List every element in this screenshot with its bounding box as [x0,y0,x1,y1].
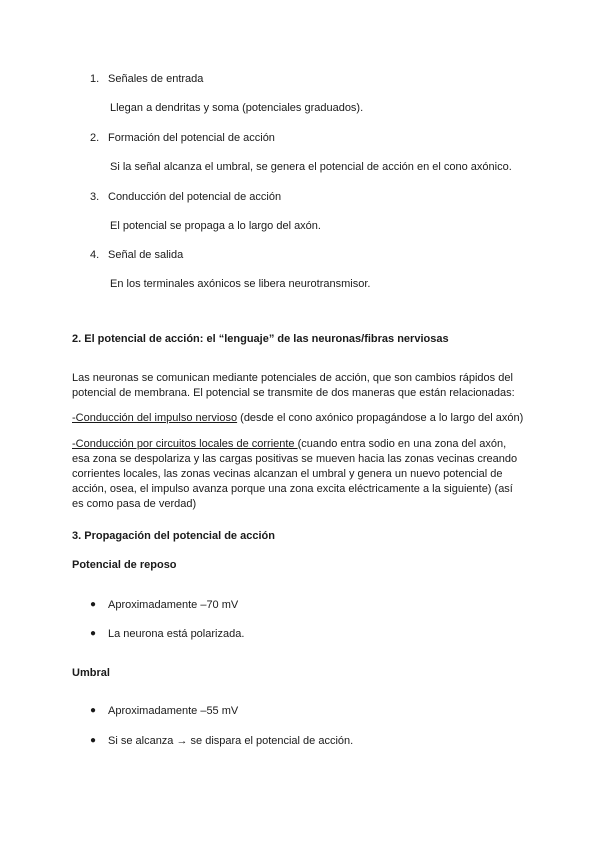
section-2-intro-line-1: Las neuronas se comunican mediante potenciales de acción, que son cambios rápidos del [72,372,513,384]
threshold-bullet-1: Aproximadamente –55 mV [108,705,239,717]
section-2-heading: 2. El potencial de acción: el “lenguaje” de las neuronas/fibras nerviosas [72,333,449,345]
impulse-conduction-desc: (desde el cono axónico propagándose a lo largo del axón) [237,412,524,424]
section-2-paragraph-2-line-3: corrientes locales, las zonas vecinas alcanzan el umbral y genera un nuevo potencial de [72,468,503,480]
threshold-bullet-2: Si se alcanza → se dispara el potencial de acción. [108,735,354,747]
local-circuits-desc-start: (cuando entra sodio en una zona del axón, [297,438,507,450]
resting-bullet-1: Aproximadamente –70 mV [108,599,239,611]
section-2-paragraph-2-line-2: esa zona se despolariza y las cargas positivas se mueven hacia las zonas vecinas creando [72,453,518,465]
step-1-title: Señales de entrada [108,73,204,85]
bullet-icon: ● [90,599,97,610]
resting-bullet-2: La neurona está polarizada. [108,628,245,640]
step-4-number: 4. [90,249,100,261]
section-2-intro-line-2: potencial de membrana. El potencial se transmite de dos maneras que están relacionadas: [72,387,515,399]
step-3-number: 3. [90,191,100,203]
section-2-paragraph-2-line-5: es como pasa de verdad) [72,498,197,510]
bullet-icon: ● [90,735,97,746]
step-3-desc: El potencial se propaga a lo largo del axón. [110,220,321,232]
step-4-desc: En los terminales axónicos se libera neurotransmisor. [110,278,371,290]
impulse-conduction-term: -Conducción del impulso nervioso [72,412,238,424]
bullet-icon: ● [90,705,97,716]
section-3-heading: 3. Propagación del potencial de acción [72,530,275,542]
threshold-title: Umbral [72,667,110,679]
step-4-title: Señal de salida [108,249,184,261]
step-2-desc: Si la señal alcanza el umbral, se genera el potencial de acción en el cono axónico. [110,161,512,173]
step-2-title: Formación del potencial de acción [108,132,275,144]
local-circuits-term: -Conducción por circuitos locales de corriente [72,438,298,450]
step-2-number: 2. [90,132,100,144]
step-1-desc: Llegan a dendritas y soma (potenciales graduados). [110,102,364,114]
resting-potential-title: Potencial de reposo [72,559,177,571]
bullet-icon: ● [90,628,97,639]
section-2-paragraph-2-line-1 [72,436,532,452]
section-2-paragraph-1 [72,410,532,426]
section-2-paragraph-2-line-4: acción, osea, el impulso avanza porque una zona excita eléctricamente a la siguiente) (así [72,483,513,495]
step-1-number: 1. [90,73,100,85]
step-3-title: Conducción del potencial de acción [108,191,282,203]
